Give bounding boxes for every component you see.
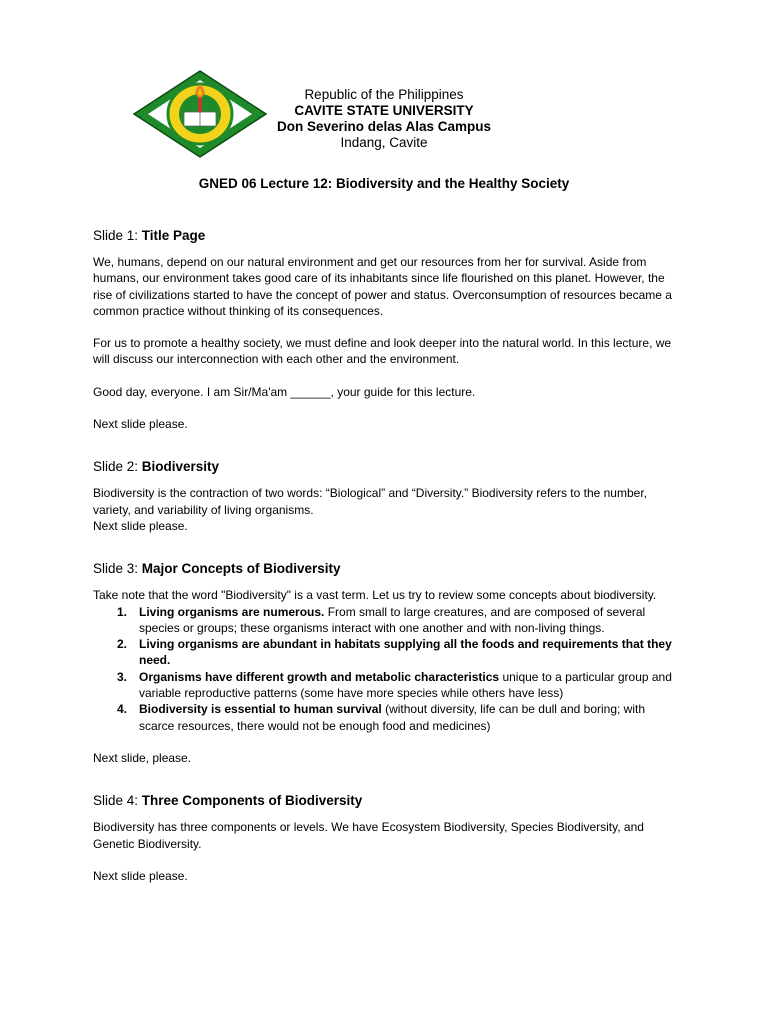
slide-heading: Slide 4: Three Components of Biodiversity — [93, 793, 363, 809]
paragraph: We, humans, depend on our natural environment and get our resources from her for survival. Aside from humans, our environment takes good care of its inhabitants since life flourished on this planet. However, the rise of civilizations started to have the concept of power and status. Overconsumption of resources became a common practice without thinking of its consequences. — [93, 255, 672, 318]
slide-section-2 — [93, 458, 683, 534]
slide-heading: Slide 3: Major Concepts of Biodiversity — [93, 561, 341, 577]
slide-heading: Slide 1: Title Page — [93, 228, 206, 243]
list-item: 1. Living organisms are numerous. From small to large creatures, and are composed of several species or groups; these organisms interact with one another and with non-living things. — [117, 604, 646, 635]
paragraph: Next slide, please. — [93, 750, 192, 765]
header-campus: Don Severino delas Alas Campus — [276, 119, 492, 134]
header-location: Indang, Cavite — [340, 135, 428, 150]
paragraph: Biodiversity has three components or levels. We have Ecosystem Biodiversity, Species Biodiversity, and Genetic Biodiversity. — [93, 820, 644, 851]
document-body — [93, 227, 683, 884]
university-logo — [133, 70, 267, 158]
list-item: 3. Organisms have different growth and metabolic characteristics unique to a particular group and variable reproductive patterns (some have more species while others have less) — [117, 669, 672, 701]
slide-section-3 — [93, 560, 683, 766]
paragraph: For us to promote a healthy society, we must define and look deeper into the natural world. In this lecture, we will discuss our interconnection with each other and the environment. — [93, 336, 672, 367]
slide-heading: Slide 2: Biodiversity — [93, 459, 220, 475]
slide-section-4 — [93, 792, 683, 884]
document-title: GNED 06 Lecture 12: Biodiversity and the Healthy Society — [198, 176, 570, 191]
paragraph: Next slide please. — [93, 518, 188, 533]
paragraph: Good day, everyone. I am Sir/Ma'am ______, your guide for this lecture. — [93, 384, 476, 399]
paragraph: Next slide please. — [93, 417, 188, 432]
list-item: 2. Living organisms are abundant in habitats supplying all the foods and requirements that they need. — [117, 637, 672, 668]
list-item: 4. Biodiversity is essential to human survival (without diversity, life can be dull and boring; with scarce resources, there would not be enough food and medicines) — [117, 702, 646, 733]
paragraph: Biodiversity is the contraction of two words: “Biological” and “Diversity.” Biodiversity refers to the number, variety, and variability of living organisms. — [93, 486, 647, 517]
document-header — [250, 87, 518, 151]
paragraph: Take note that the word "Biodiversity" is a vast term. Let us try to review some concepts about biodiversity. — [93, 588, 657, 603]
header-university: CAVITE STATE UNIVERSITY — [294, 103, 474, 118]
paragraph: Next slide please. — [93, 868, 188, 883]
header-country: Republic of the Philippines — [304, 87, 464, 102]
concept-list — [93, 604, 683, 734]
slide-section-1 — [93, 227, 683, 432]
